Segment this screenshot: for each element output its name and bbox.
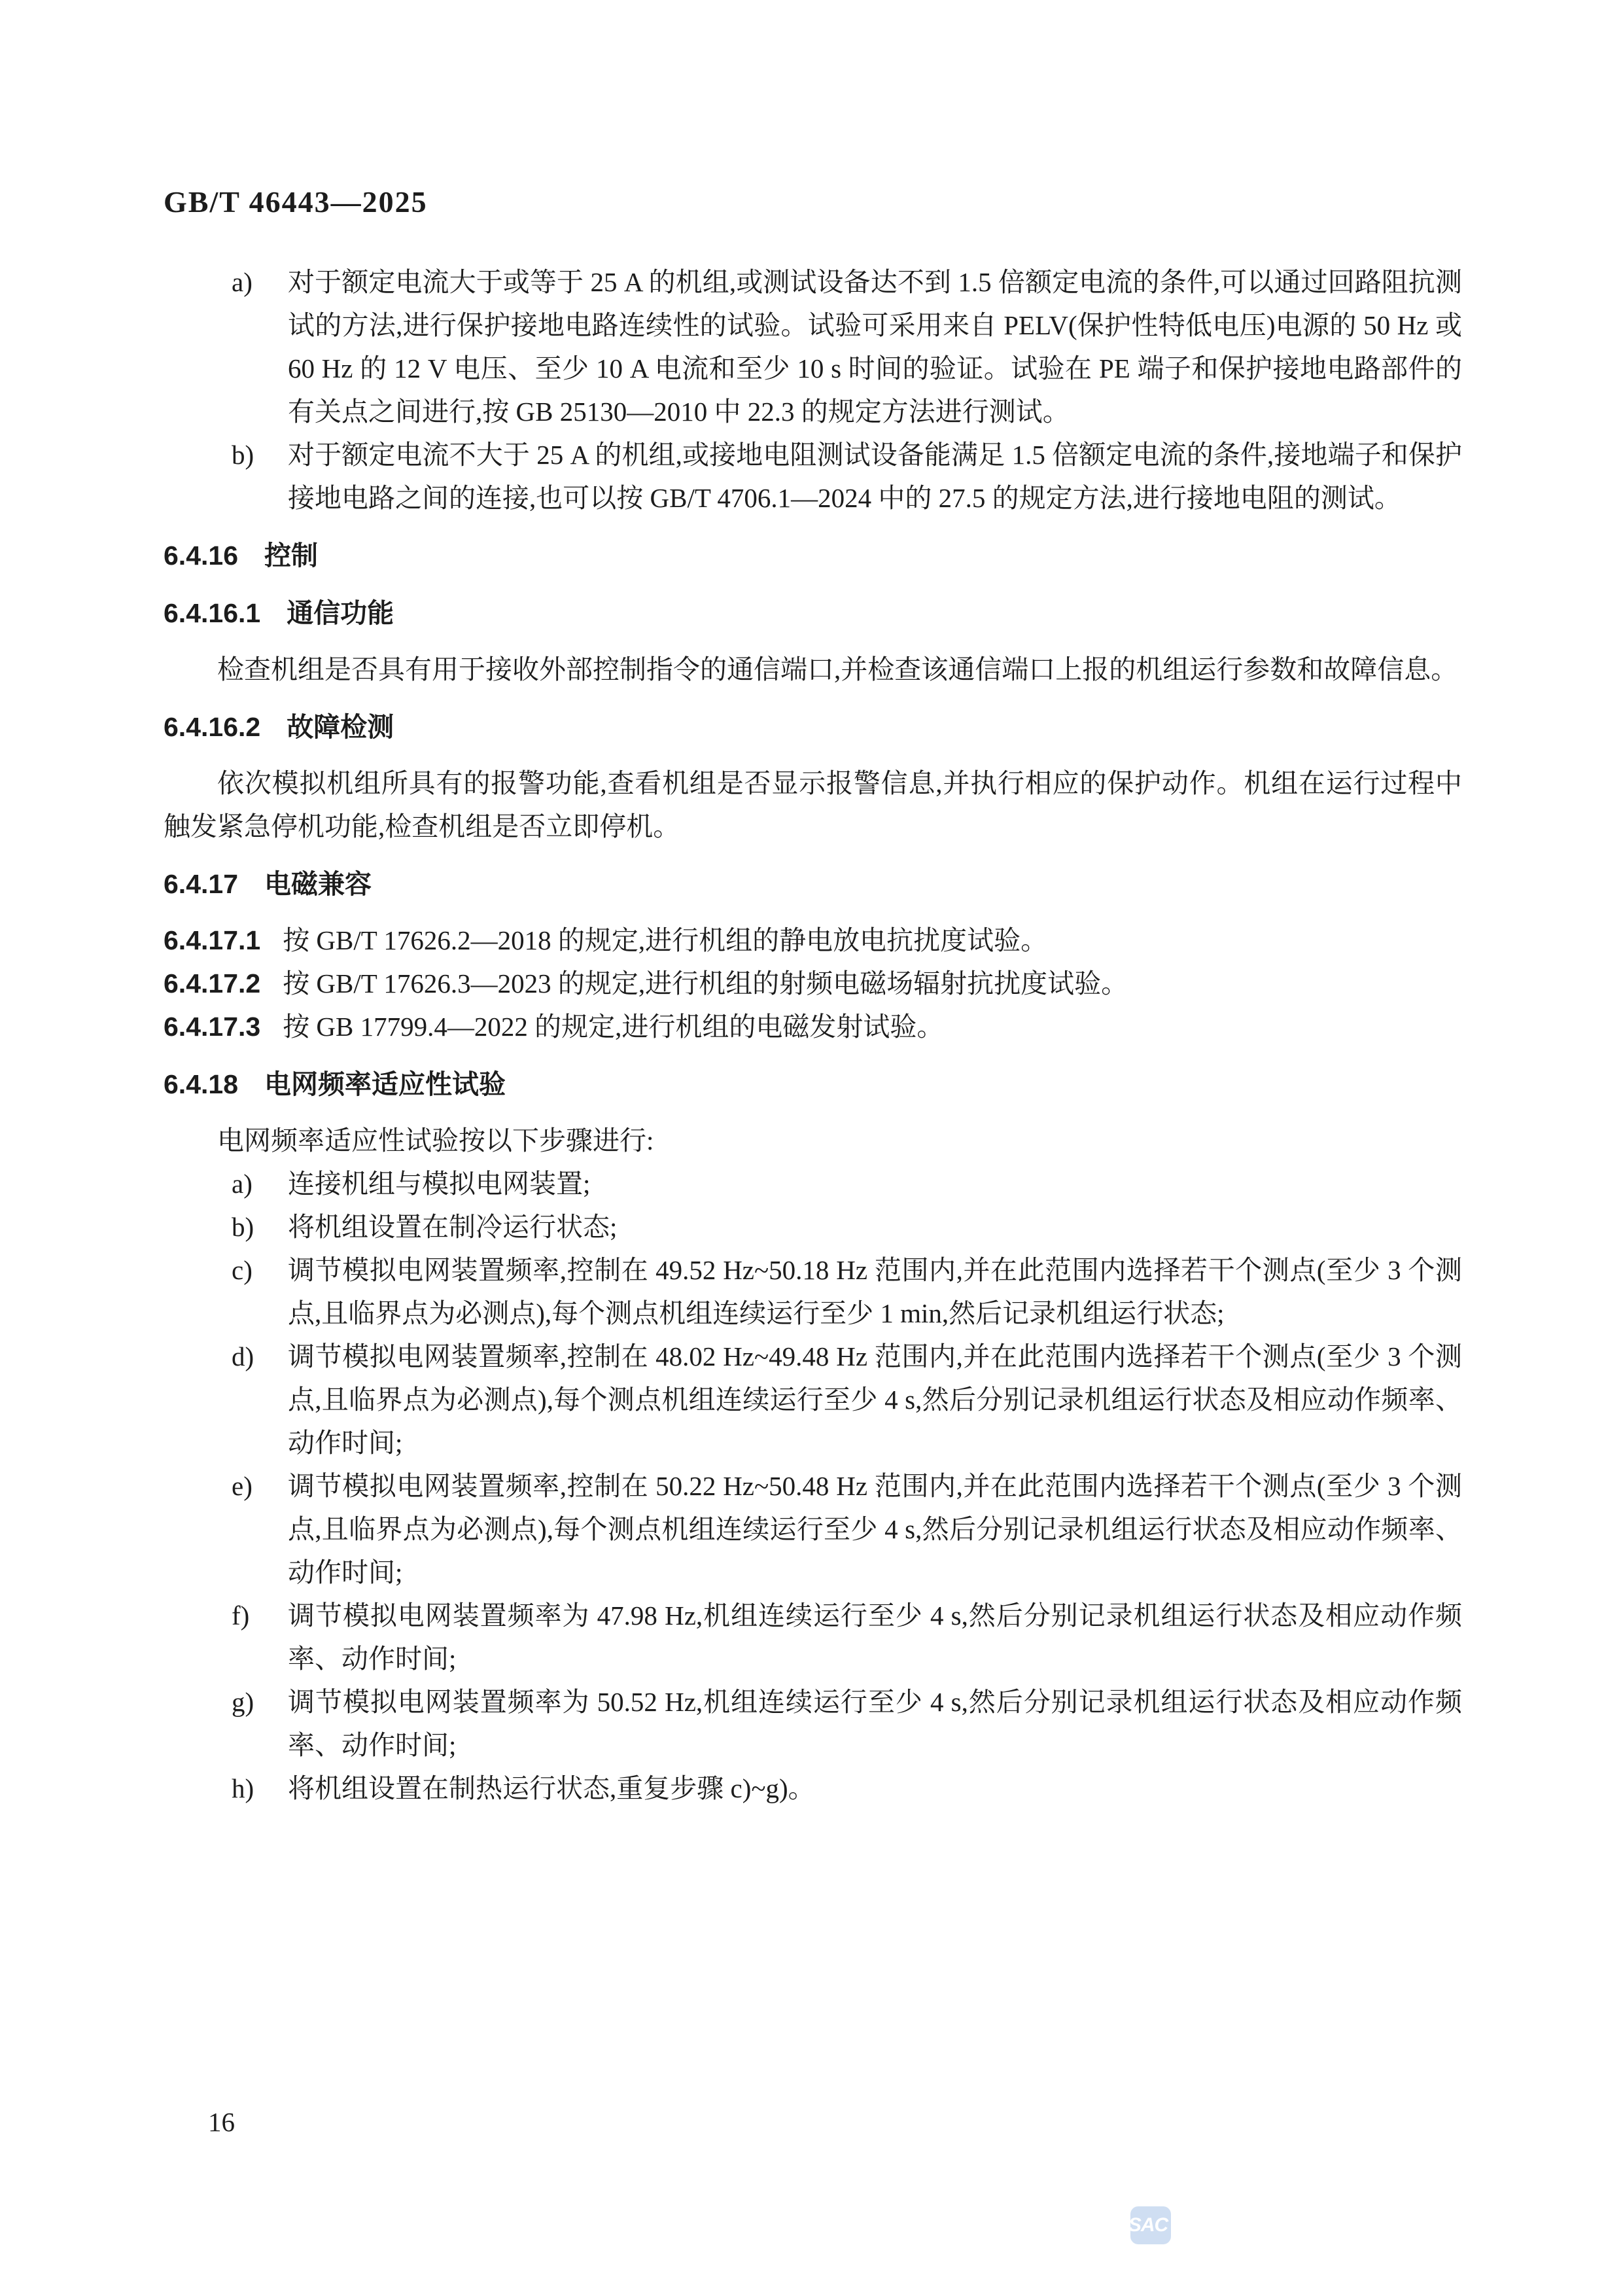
- clause-6-4-17-2: [164, 962, 1462, 1005]
- section-heading-6-4-17: [164, 862, 1462, 906]
- page-number: 16: [208, 2107, 235, 2137]
- section-heading-6-4-18: [164, 1063, 1462, 1106]
- section-title: 电网频率适应性试验: [264, 1069, 506, 1099]
- list-item: [164, 1205, 1462, 1248]
- paragraph-communication-function: 检查机组是否具有用于接收外部控制指令的通信端口,并检查该通信端口上报的机组运行参数和故障信息。: [217, 654, 1458, 684]
- list-item-text: 调节模拟电网装置频率,控制在 50.22 Hz~50.48 Hz 范围内,并在此范围内选择若干个测点(至少 3 个测点,且临界点为必测点),每个测点机组连续运行至少 4 s,然后分别记录机组运行状态及相应动作频率、动作时间;: [288, 1471, 1462, 1587]
- list-item: [164, 1162, 1462, 1205]
- list-item-label: g): [232, 1687, 254, 1717]
- section-title: 故障检测: [287, 712, 394, 742]
- clause-text: 按 GB/T 17626.3—2023 的规定,进行机组的射频电磁场辐射抗扰度试验。: [283, 968, 1128, 998]
- section-number: 6.4.16.2: [164, 712, 261, 742]
- sac-logo-text: SAC: [1128, 2214, 1168, 2236]
- section-title: 控制: [264, 540, 318, 571]
- list-item-text: 将机组设置在制热运行状态,重复步骤 c)~g)。: [288, 1773, 815, 1803]
- standard-code: GB/T 46443—2025: [164, 185, 428, 219]
- clause-6-4-17-1: [164, 919, 1462, 962]
- lettered-list-frequency-steps: [164, 1162, 1462, 1810]
- list-item: [164, 1248, 1462, 1335]
- clause-text: 按 GB/T 17626.2—2018 的规定,进行机组的静电放电抗扰度试验。: [283, 925, 1048, 955]
- list-item: [164, 1767, 1462, 1810]
- steps-intro: 电网频率适应性试验按以下步骤进行:: [217, 1125, 654, 1156]
- list-item-text: 调节模拟电网装置频率为 47.98 Hz,机组连续运行至少 4 s,然后分别记录机组运行状态及相应动作频率、动作时间;: [288, 1600, 1462, 1674]
- clause-number: 6.4.17.1: [164, 925, 261, 955]
- list-item-label: d): [232, 1341, 254, 1371]
- list-item: [164, 1680, 1462, 1767]
- section-number: 6.4.16: [164, 540, 238, 571]
- list-item-label: b): [232, 440, 254, 470]
- lettered-list-grounding-tests: [164, 260, 1462, 520]
- list-item-label: f): [232, 1600, 250, 1631]
- section-number: 6.4.18: [164, 1069, 238, 1099]
- list-item: [164, 1594, 1462, 1680]
- section-heading-6-4-16-2: [164, 705, 1462, 749]
- list-item-text: 连接机组与模拟电网装置;: [288, 1169, 591, 1199]
- section-title: 通信功能: [287, 598, 394, 628]
- list-item-text: 将机组设置在制冷运行状态;: [288, 1212, 618, 1242]
- list-item-label: b): [232, 1212, 254, 1242]
- section-heading-6-4-16-1: [164, 592, 1462, 635]
- page-content: [164, 260, 1462, 1810]
- clause-6-4-17-3: [164, 1005, 1462, 1048]
- list-item-label: a): [232, 1169, 253, 1199]
- list-item-label: h): [232, 1773, 254, 1803]
- list-item: [164, 433, 1462, 520]
- list-item-text: 调节模拟电网装置频率,控制在 49.52 Hz~50.18 Hz 范围内,并在此范围内选择若干个测点(至少 3 个测点,且临界点为必测点),每个测点机组连续运行至少 1 min,然后记录机组运行状态;: [288, 1255, 1462, 1328]
- clause-number: 6.4.17.3: [164, 1012, 261, 1042]
- list-item-text: 调节模拟电网装置频率为 50.52 Hz,机组连续运行至少 4 s,然后分别记录机组运行状态及相应动作频率、动作时间;: [288, 1687, 1462, 1760]
- list-item-label: c): [232, 1255, 253, 1285]
- section-number: 6.4.17: [164, 869, 238, 899]
- list-item: [164, 260, 1462, 433]
- list-item: [164, 1464, 1462, 1594]
- clause-number: 6.4.17.2: [164, 968, 261, 998]
- list-item-text: 对于额定电流大于或等于 25 A 的机组,或测试设备达不到 1.5 倍额定电流的条件,可以通过回路阻抗测试的方法,进行保护接地电路连续性的试验。试验可采用来自 PELV(保护性特低电压)电源的 50 Hz 或 60 Hz 的 12 V 电压、至少 10 A 电流和至少 10 s 时间的验证。试验在 PE 端子和保护接地电路部件的有关点之间进行,按 GB 25130—2010 中 22.3 的规定方法进行测试。: [288, 267, 1462, 427]
- list-item-text: 对于额定电流不大于 25 A 的机组,或接地电阻测试设备能满足 1.5 倍额定电流的条件,接地端子和保护接地电路之间的连接,也可以按 GB/T 4706.1—2024 中的 27.5 的规定方法,进行接地电阻的测试。: [288, 440, 1462, 513]
- sac-logo: [1130, 2206, 1171, 2244]
- list-item-label: a): [232, 267, 253, 297]
- clause-text: 按 GB 17799.4—2022 的规定,进行机组的电磁发射试验。: [283, 1012, 944, 1042]
- list-item-label: e): [232, 1471, 253, 1501]
- paragraph-fault-detection: 依次模拟机组所具有的报警功能,查看机组是否显示报警信息,并执行相应的保护动作。机组在运行过程中触发紧急停机功能,检查机组是否立即停机。: [164, 768, 1462, 841]
- list-item-text: 调节模拟电网装置频率,控制在 48.02 Hz~49.48 Hz 范围内,并在此范围内选择若干个测点(至少 3 个测点,且临界点为必测点),每个测点机组连续运行至少 4 s,然后分别记录机组运行状态及相应动作频率、动作时间;: [288, 1341, 1462, 1458]
- section-title: 电磁兼容: [264, 869, 372, 899]
- section-number: 6.4.16.1: [164, 598, 261, 628]
- list-item: [164, 1335, 1462, 1464]
- section-heading-6-4-16: [164, 534, 1462, 577]
